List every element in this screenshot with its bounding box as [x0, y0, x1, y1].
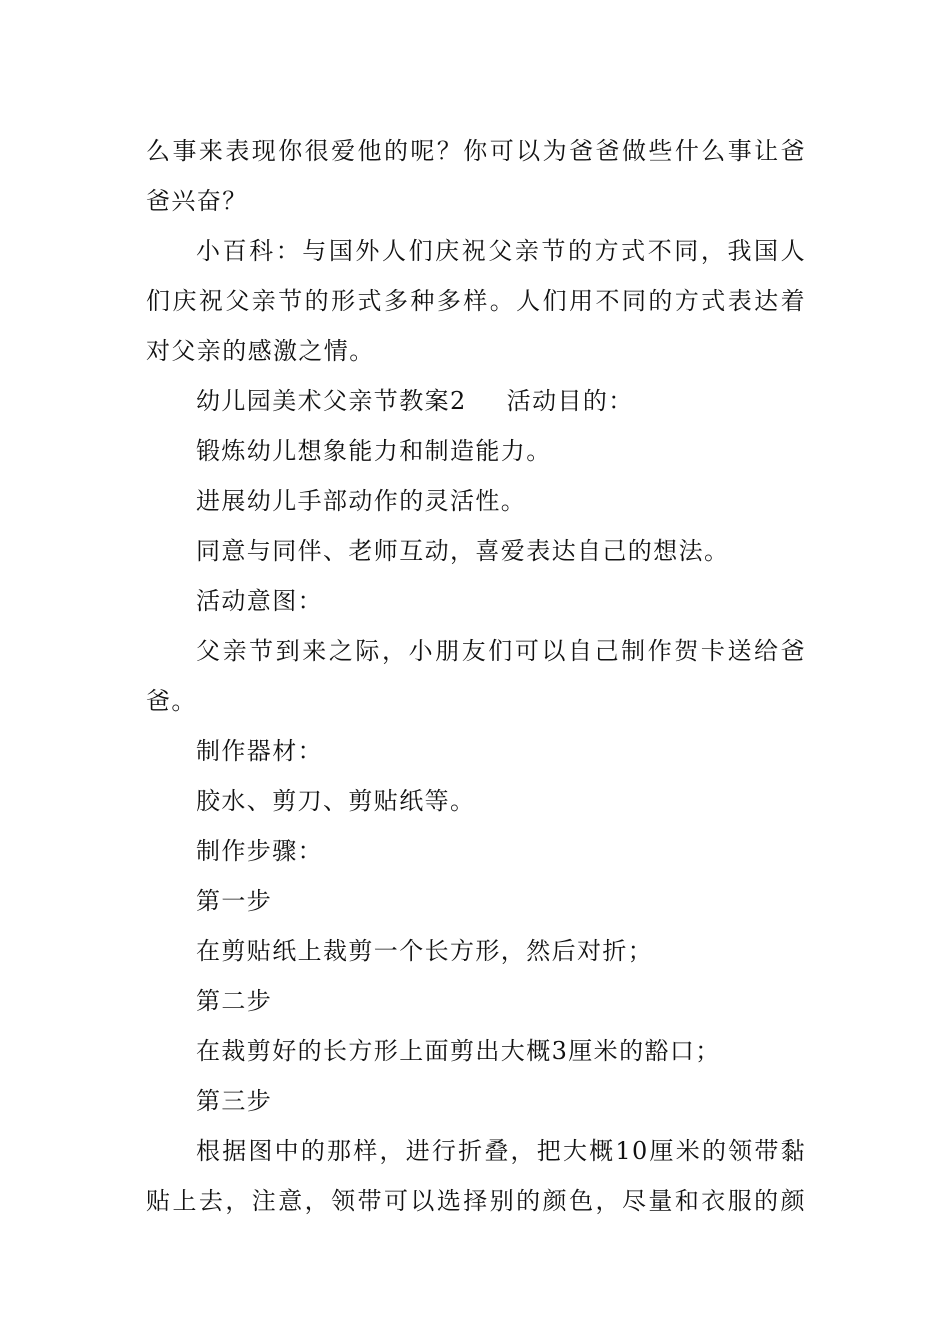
- text-line: 根据图中的那样，进行折叠，把大概10厘米的领带黏: [196, 1137, 806, 1165]
- text-line: 爸。: [146, 687, 197, 715]
- step-heading: 第三步: [196, 1087, 273, 1115]
- text-line: 么事来表现你很爱他的呢？你可以为爸爸做些什么事让爸: [146, 137, 806, 165]
- text-line: 小百科：与国外人们庆祝父亲节的方式不同，我国人: [196, 237, 806, 265]
- text-line: 在剪贴纸上裁剪一个长方形，然后对折；: [196, 937, 654, 965]
- text-line: 们庆祝父亲节的形式多种多样。人们用不同的方式表达着: [146, 287, 806, 315]
- step-heading: 第二步: [196, 987, 273, 1015]
- lesson-heading-line: [196, 386, 856, 416]
- section-heading: 活动意图：: [196, 587, 323, 615]
- text-line: 胶水、剪刀、剪贴纸等。: [196, 787, 476, 815]
- text-line: 对父亲的感激之情。: [146, 337, 375, 365]
- text-line: 贴上去，注意，领带可以选择别的颜色，尽量和衣服的颜: [146, 1187, 806, 1215]
- section-heading: 活动目的：: [506, 387, 634, 415]
- text-line: 进展幼儿手部动作的灵活性。: [196, 487, 527, 515]
- text-line: 爸兴奋？: [146, 187, 248, 215]
- text-line: 父亲节到来之际，小朋友们可以自己制作贺卡送给爸: [196, 637, 806, 665]
- step-heading: 第一步: [196, 887, 273, 915]
- section-heading: 制作步骤：: [196, 837, 323, 865]
- section-heading: 制作器材：: [196, 737, 323, 765]
- text-line: 锻炼幼儿想象能力和制造能力。: [196, 437, 552, 465]
- text-line: 在裁剪好的长方形上面剪出大概3厘米的豁口；: [196, 1037, 721, 1065]
- lesson-title: 幼儿园美术父亲节教案2: [196, 387, 467, 415]
- text-line: 同意与同伴、老师互动，喜爱表达自己的想法。: [196, 537, 730, 565]
